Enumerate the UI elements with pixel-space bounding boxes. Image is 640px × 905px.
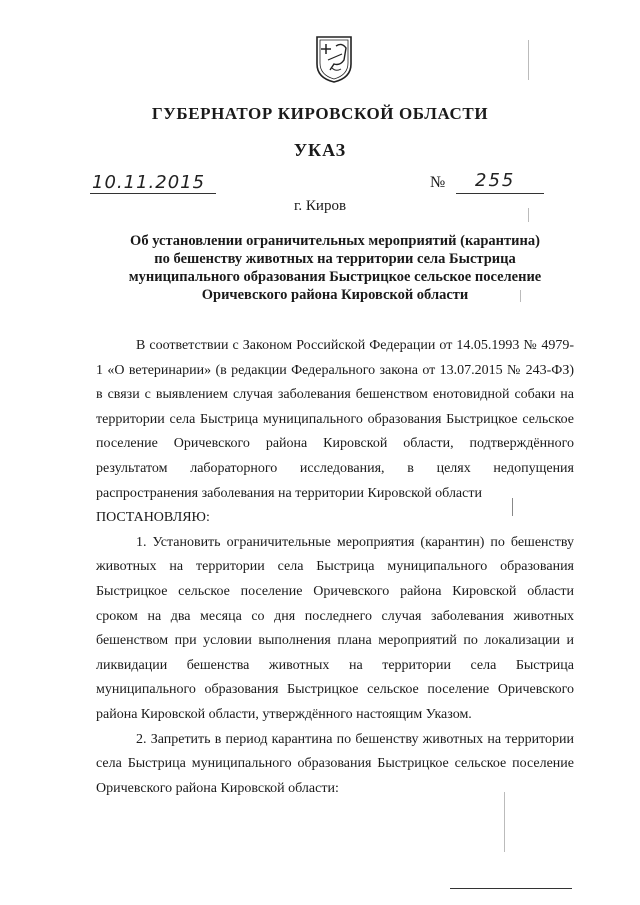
issuing-authority: ГУБЕРНАТОР КИРОВСКОЙ ОБЛАСТИ xyxy=(151,104,489,123)
scan-artifact xyxy=(528,40,529,80)
decree-word: ПОСТАНОВЛЯЮ: xyxy=(96,510,210,526)
preamble-paragraph: В соответствии с Законом Российской Федерации от 14.05.1993 № 4979-1 «О ветеринарии» (в редакции Федерального закона от 13.07.2015 № 243-ФЗ) в связи с выявлением случая заболевания бешенством енотовидной собаки на территории села Быстрица муниципального образования Быстрицкое сельское поселение Оричевского района Кировской области, подтверждённого результатом лабораторного исследования, в целях недопущения распространения заболевания на территории Кировской области xyxy=(96,338,574,501)
title-line: Оричевского района Кировской области xyxy=(201,287,469,303)
footer-rule xyxy=(450,888,572,889)
date-underline xyxy=(90,193,216,194)
number-underline xyxy=(456,193,544,194)
title-line: Об установлении ограничительных мероприятий (карантина) xyxy=(130,233,540,249)
signing-date: 10.11.2015 xyxy=(92,172,206,193)
item-2-paragraph: 2. Запретить в период карантина по бешенству животных на территории села Быстрица муниципального образования Быстрицкое сельское поселение Оричевского района Кировской области: xyxy=(96,731,574,796)
document-number: 255 xyxy=(475,170,516,191)
title-line: муниципального образования Быстрицкое сельское поселение xyxy=(128,269,542,285)
city-line: г. Киров xyxy=(293,198,347,214)
item-1-paragraph: 1. Установить ограничительные мероприятия (карантин) по бешенству животных на территории села Быстрица муниципального образования Быстрицкое сельское поселение Оричевского района Кировской области сроком на два месяца со дня последнего случая заболевания животных бешенством при условии выполнения плана мероприятий по локализации и ликвидации бешенства животных на территории села Быстрица муниципального образования Быстрицкое сельское поселение Оричевского района Кировской области, утверждённого настоящим Указом. xyxy=(96,534,574,722)
scan-artifact xyxy=(504,792,505,852)
title-line: по бешенству животных на территории села Быстрица xyxy=(154,251,516,267)
document-title xyxy=(100,232,570,304)
scan-artifact xyxy=(528,208,529,222)
coat-of-arms-icon xyxy=(314,34,354,84)
number-label: № xyxy=(430,174,446,191)
document-body xyxy=(96,334,574,801)
scan-artifact xyxy=(512,498,513,516)
scan-artifact xyxy=(520,290,521,302)
document-type: УКАЗ xyxy=(293,140,347,160)
